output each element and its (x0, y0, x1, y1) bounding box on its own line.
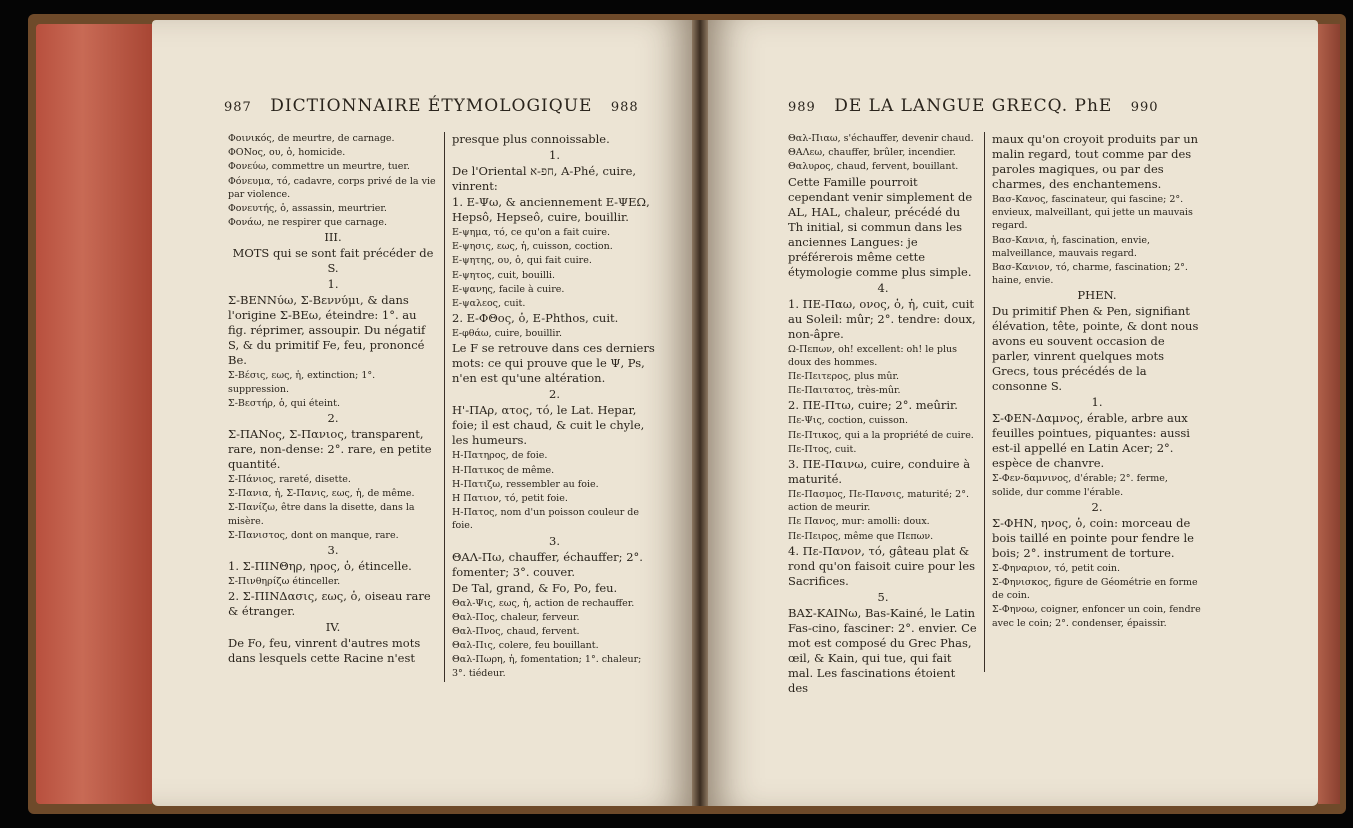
sub-entry-text: Βασ-Κανιον, τό, charme, fascination; 2°. haine, envie. (992, 262, 1188, 287)
left-header (224, 96, 639, 116)
sub-entry-text: Σ-Φεν-δαμνινος, d'érable; 2°. ferme, solide, dur comme l'érable. (992, 473, 1168, 498)
sub-entry-text: Πε-Πειτερος, plus mûr. (788, 371, 899, 383)
sub-entry-text: Φονευτής, ὁ, assassin, meurtrier. (228, 203, 387, 215)
sub-entry-text: Φόνευμα, τό, cadavre, corps privé de la vie par violence. (228, 175, 436, 200)
entry-text: maux qu'on croyoit produits par un malin regard, tout comme par des paroles magiques, ou par des charmes, des enchantemens. (992, 132, 1199, 191)
sub-entry-text: Ε-ψαλεος, cuit. (452, 298, 526, 310)
sub-entry-text: ΦΟΝος, ου, ὁ, homicide. (228, 147, 346, 159)
right-column-2 (992, 132, 1202, 631)
sub-entry-text: Πε Πανος, mur: amolli: doux. (788, 516, 930, 528)
entry-text: 3. ΠΕ-Παινω, cuire, conduire à maturité. (788, 457, 971, 487)
section-heading: 2. (549, 387, 560, 402)
sub-entry-text: Ε-ψητης, ου, ὁ, qui fait cuire. (452, 255, 592, 267)
section-heading: 3. (549, 533, 560, 548)
sub-entry-text: Ε-φθάω, cuire, bouillir. (452, 328, 562, 340)
entry-text: ΘΑΛ-Πω, chauffer, échauffer; 2°. fomenter; 3°. couver. (452, 549, 643, 579)
red-page-edges-right (1318, 24, 1340, 804)
sub-entry-text: Σ-Φηνοω, coigner, enfoncer un coin, fendre avec le coin; 2°. condenser, épaissir. (992, 604, 1201, 629)
right-header (788, 96, 1159, 116)
sub-entry-text: Σ-Βέσις, εως, ἡ, extinction; 1°. suppression. (228, 370, 376, 395)
sub-entry-text: Η-Πατιζω, ressembler au foie. (452, 478, 599, 490)
sub-entry-text: Σ-Πάνιος, rareté, disette. (228, 474, 351, 486)
entry-text: 2. ΠΕ-Πτω, cuire; 2°. meûrir. (788, 398, 958, 413)
sub-entry-text: Θαλ-Πος, chaleur, ferveur. (452, 611, 580, 623)
section-heading: III. (324, 230, 342, 245)
sub-entry-text: Σ-Πανια, ἡ, Σ-Πανις, εως, ἡ, de même. (228, 488, 415, 500)
sub-entry-text: Θαλ-Πωρη, ἡ, fomentation; 1°. chaleur; 3°. tiédeur. (452, 654, 642, 679)
entry-text: Du primitif Phen & Pen, signifiant élévation, tête, pointe, & dont nous avons eu souvent occasion de parler, vinrent quelques mots Grecs, tous précédés de la consonne S. (992, 304, 1199, 394)
sub-entry-text: Σ-Πανίζω, être dans la disette, dans la misère. (228, 502, 415, 527)
section-heading: 1. (327, 277, 339, 292)
entry-text: 2. Σ-ΠΙΝΔασις, εως, ὁ, oiseau rare & étranger. (228, 589, 431, 619)
section-heading: 5. (877, 589, 889, 604)
red-page-edges (36, 24, 152, 804)
section-heading: 1. (1091, 395, 1103, 410)
sub-entry-text: Βασ-Κανια, ἡ, fascination, envie, malveillance, mauvais regard. (992, 234, 1151, 259)
sub-entry-text: Ε-ψητος, cuit, bouilli. (452, 269, 556, 281)
sub-entry-text: Θαλ-Πνος, chaud, fervent. (452, 626, 580, 638)
sub-entry-text: Πε-Πτος, cuit. (788, 443, 857, 455)
section-heading: IV. (325, 620, 341, 635)
sub-entry-text: Η-Πατικος de même. (452, 464, 555, 476)
entry-text: 2. Ε-ΦΘος, ὁ, E-Phthos, cuit. (452, 311, 619, 326)
sub-entry-text: Ε-ψημα, τό, ce qu'on a fait cuire. (452, 227, 610, 238)
entry-text: De Tal, grand, & Fo, Po, feu. (452, 580, 618, 595)
running-title: DICTIONNAIRE ÉTYMOLOGIQUE (270, 96, 593, 116)
sub-entry-text: Θαλυρος, chaud, fervent, bouillant. (788, 161, 959, 173)
entry-text: Σ-ΠΑΝος, Σ-Πανιος, transparent, rare, non-dense: 2°. rare, en petite quantité. (228, 427, 432, 472)
book-gutter (692, 20, 708, 806)
sub-entry-text: Ω-Πεπων, oh! excellent: oh! le plus doux des hommes. (788, 343, 958, 368)
page-number: 988 (610, 100, 639, 115)
section-heading: 1. (549, 148, 560, 162)
left-column-2 (452, 132, 657, 681)
entry-text: 4. Πε-Πανον, τό, gâteau plat & rond qu'on faisoit cuire pour les Sacrifices. (788, 543, 976, 588)
sub-entry-text: Η-Πατος, nom d'un poisson couleur de foie. (452, 507, 639, 532)
sub-entry-text: Φονάω, ne respirer que carnage. (228, 217, 387, 229)
page-number: 990 (1130, 100, 1159, 115)
column-rule (444, 132, 445, 682)
entry-text: Σ-ΦΕΝ-Δαμνος, érable, arbre aux feuilles pointues, piquantes: aussi est-il appellé en Latin Acer; 2°. espèce de chanvre. (992, 411, 1190, 471)
section-heading: 2. (1091, 499, 1103, 514)
sub-entry-text: Πε-Παιτατος, très-mûr. (788, 385, 901, 397)
sub-entry-text: Θαλ-Πις, colere, feu bouillant. (452, 640, 599, 652)
sub-entry-text: Πε-Πασμος, Πε-Πανσις, maturité; 2°. action de meurir. (788, 489, 969, 514)
section-heading: MOTS qui se sont fait précéder de S. (232, 246, 434, 276)
sub-entry-text: Ε-ψησις, εως, ἡ, cuisson, coction. (452, 241, 613, 253)
entry-text: Σ-ΒΕΝΝύω, Σ-Βεννύμι, & dans l'origine Σ-ΒΕω, éteindre: 1°. au fig. réprimer, assoupir. Du négatif S, & du primitif Fe, feu, prononcé Be. (228, 293, 426, 368)
entry-text: ΒΑΣ-ΚΑΙΝω, Bas-Kainé, le Latin Fas-cino, fasciner: 2°. envier. Ce mot est composé du Grec Phas, œil, & Kain, qui tue, qui fait mal. Les fascinations étoient des (788, 605, 977, 695)
sub-entry-text: Πε-Πτικος, qui a la propriété de cuire. (788, 429, 974, 441)
entry-text: Η'-ΠΑρ, ατος, τό, le Lat. Hepar, foie; il est chaud, & cuit le chyle, les humeurs. (452, 403, 645, 448)
section-heading: 3. (327, 543, 339, 558)
sub-entry-text: Βασ-Κανος, fascinateur, qui fascine; 2°. envieux, malveillant, qui jette un mauvais regard. (992, 194, 1193, 232)
left-page (152, 20, 692, 806)
sub-entry-text: Σ-Φηνισκος, figure de Géométrie en forme de coin. (992, 577, 1198, 602)
entry-text: Le F se retrouve dans ces derniers mots: ce qui prouve que le Ψ, Ps, n'en est qu'une altération. (452, 341, 655, 386)
entry-text: 1. Σ-ΠΙΝΘηρ, ηρος, ὁ, étincelle. (228, 559, 412, 574)
sub-entry-text: Ε-ψανης, facile à cuire. (452, 283, 565, 295)
right-page (708, 20, 1318, 806)
section-heading: PHEN. (1077, 288, 1117, 303)
page-number: 989 (788, 100, 816, 115)
entry-text: Cette Famille pourroit cependant venir simplement de AL, HAL, chaleur, précédé du Th initial, si commun dans les anciennes Langues: je préférerois même cette étymologie comme plus simple. (788, 174, 973, 279)
entry-text: 1. ΠΕ-Παω, ονος, ὁ, ἡ, cuit, cuit au Soleil: mûr; 2°. tendre: doux, non-âpre. (788, 296, 976, 341)
sub-entry-text: Σ-Βεστήρ, ὁ, qui éteint. (228, 397, 340, 409)
entry-text: De Fo, feu, vinrent d'autres mots dans lesquels cette Racine n'est (228, 636, 421, 666)
entry-text: 1. Ε-Ψω, & anciennement Ε-ΨΕΩ, Hepsô, Hepseô, cuire, bouillir. (452, 195, 650, 224)
sub-entry-text: Πε-Πειρος, même que Πεπων. (788, 530, 934, 542)
sub-entry-text: Θαλ-Ψις, εως, ἡ, action de rechauffer. (452, 597, 635, 609)
running-title: DE LA LANGUE GRECQ. PhE (834, 96, 1113, 116)
sub-entry-text: Η-Πατηρος, de foie. (452, 450, 548, 462)
sub-entry-text: Σ-Φηναριον, τό, petit coin. (992, 562, 1121, 574)
section-heading: 2. (327, 411, 339, 426)
sub-entry-text: Φονεύω, commettre un meurtre, tuer. (228, 161, 410, 173)
entry-text: presque plus connoissable. (452, 132, 610, 146)
entry-text: De l'Oriental חפ-א, A-Phé, cuire, vinrent: (452, 164, 637, 193)
sub-entry-text: Σ-Πανιστος, dont on manque, rare. (228, 529, 399, 541)
page-number: 987 (224, 100, 252, 115)
entry-text: Σ-ΦΗΝ, ηνος, ὁ, coin: morceau de bois taillé en pointe pour fendre le bois; 2°. instrument de torture. (992, 515, 1194, 560)
column-rule (984, 132, 985, 672)
sub-entry-text: Σ-Πινθηρίζω étinceller. (228, 576, 341, 588)
sub-entry-text: Η Πατιον, τό, petit foie. (452, 493, 568, 505)
left-column-1 (228, 132, 438, 667)
section-heading: 4. (877, 280, 889, 295)
sub-entry-text: ΘΑΛεω, chauffer, brûler, incendier. (788, 147, 956, 159)
sub-entry-text: Θαλ-Πιαω, s'échauffer, devenir chaud. (788, 133, 974, 144)
sub-entry-text: Φοινικός, de meurtre, de carnage. (228, 133, 395, 144)
right-column-1 (788, 132, 978, 697)
sub-entry-text: Πε-Ψις, coction, cuisson. (788, 415, 909, 427)
